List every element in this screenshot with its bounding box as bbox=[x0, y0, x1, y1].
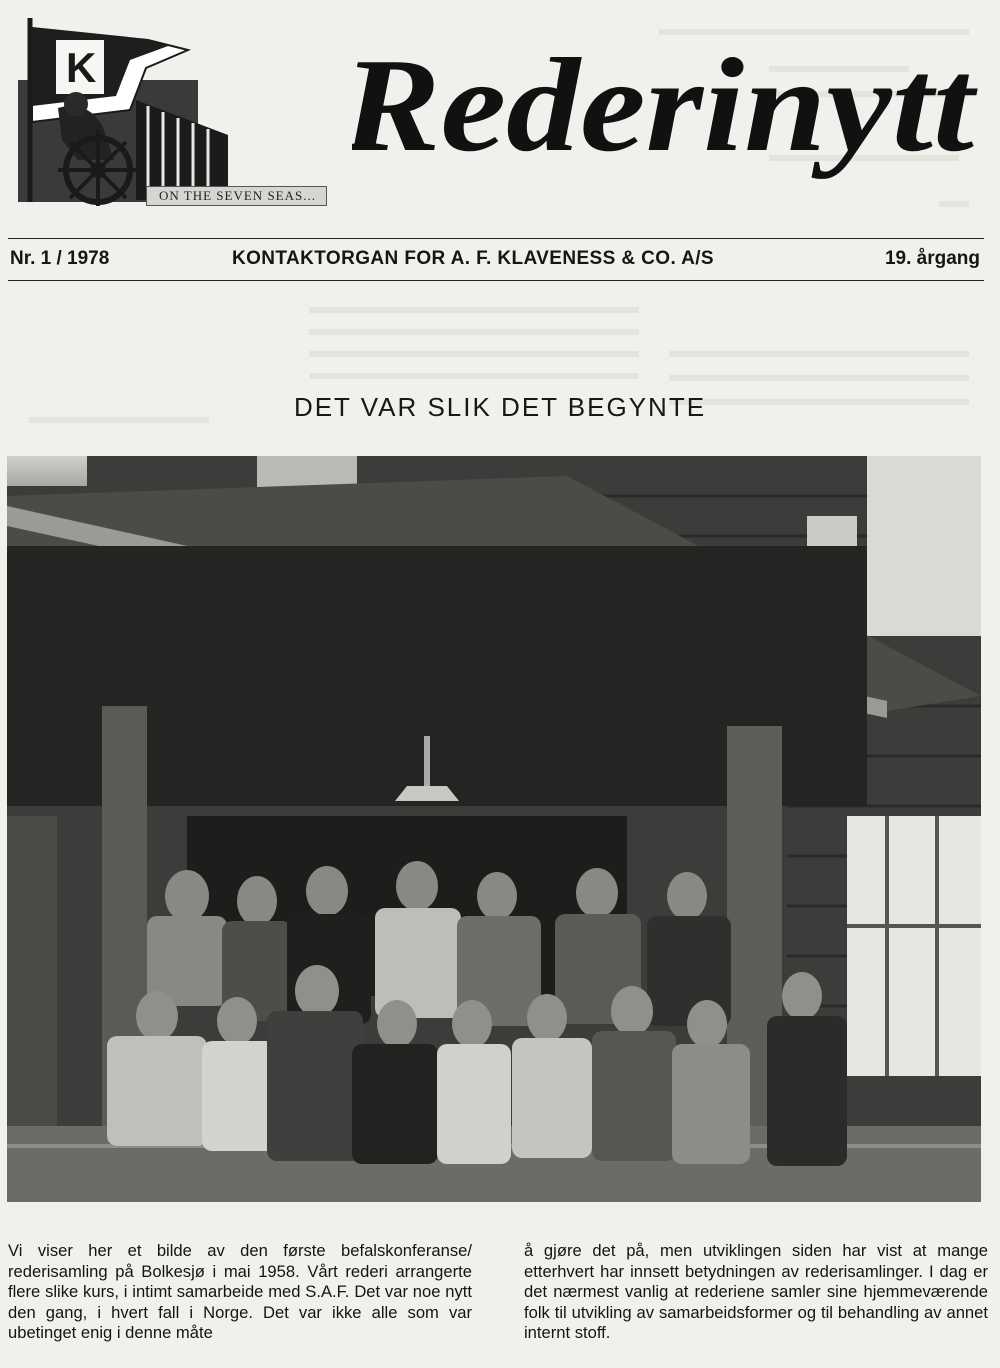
rule-bottom bbox=[8, 280, 984, 281]
caption-text-1: Vi viser her et bilde av den første befalskonferanse/ rederisamling på Bolkesjø i mai 1958. Vårt rederi arrangerte flere slike kurs, i intimt samarbeide med S.A.F. Det var noe nytt den gang, i hvert fall i Norge. Det var ikke alle som var ubetinget enig i denne måte bbox=[8, 1241, 472, 1343]
flag-letter: K bbox=[66, 44, 97, 91]
volume-label: 19. årgang bbox=[884, 248, 980, 269]
masthead-title-text: Rederinytt bbox=[352, 31, 979, 179]
caption-column-1 bbox=[8, 1241, 472, 1344]
tagline: ON THE SEVEN SEAS... bbox=[146, 186, 327, 206]
caption-text-2: å gjøre det på, men utviklingen siden har vist at mange etterhvert har innsett betydningen av rederisamlinger. I dag er det nærmest vanlig at rederiene samler sine hjemmeværende folk til utvikling av samarbeidsformer og til behandling av annet internt stoff. bbox=[524, 1241, 988, 1343]
group-photo-icon bbox=[7, 456, 981, 1202]
headline: DET VAR SLIK DET BEGYNTE bbox=[293, 392, 707, 422]
flag-emblem-icon bbox=[18, 10, 400, 206]
caption-column-2 bbox=[524, 1241, 988, 1344]
masthead-title bbox=[352, 18, 992, 208]
issue-number: Nr. 1 / 1978 bbox=[10, 248, 110, 269]
contact-organ: KONTAKTORGAN FOR A. F. KLAVENESS & CO. A/S bbox=[232, 248, 714, 269]
group-photo bbox=[7, 456, 981, 1202]
flag-logo bbox=[18, 10, 400, 206]
masthead-title-art bbox=[352, 18, 992, 208]
rule-top bbox=[8, 238, 984, 239]
